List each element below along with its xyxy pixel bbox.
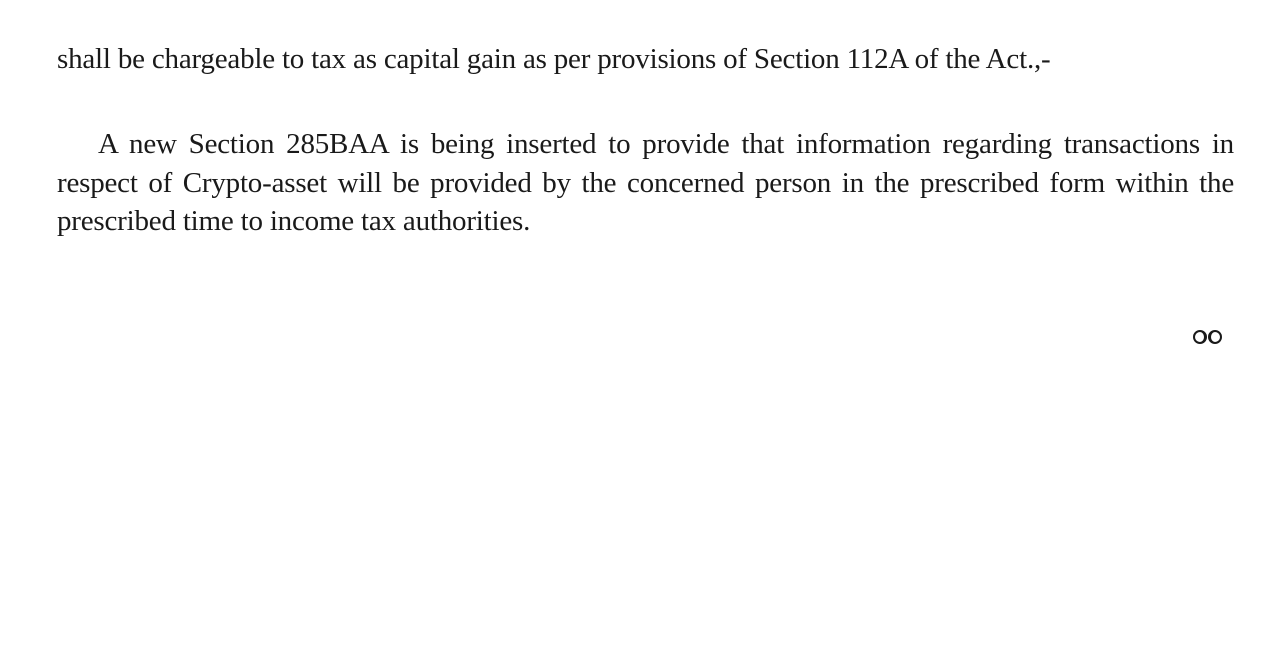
paragraph-section-285baa: A new Section 285BAA is being inserted to provide that information regarding transactions in respect of Crypto-asset will be provided by the concerned person in the prescribed form within the prescribed time to income tax authorities. xyxy=(57,128,1234,237)
paragraph-continuation: shall be chargeable to tax as capital gain as per provisions of Section 112A of the Act.,- xyxy=(57,43,1051,75)
double-ring-end-icon xyxy=(1193,326,1222,348)
ring-right-icon xyxy=(1208,330,1222,344)
ring-left-icon xyxy=(1193,330,1207,344)
